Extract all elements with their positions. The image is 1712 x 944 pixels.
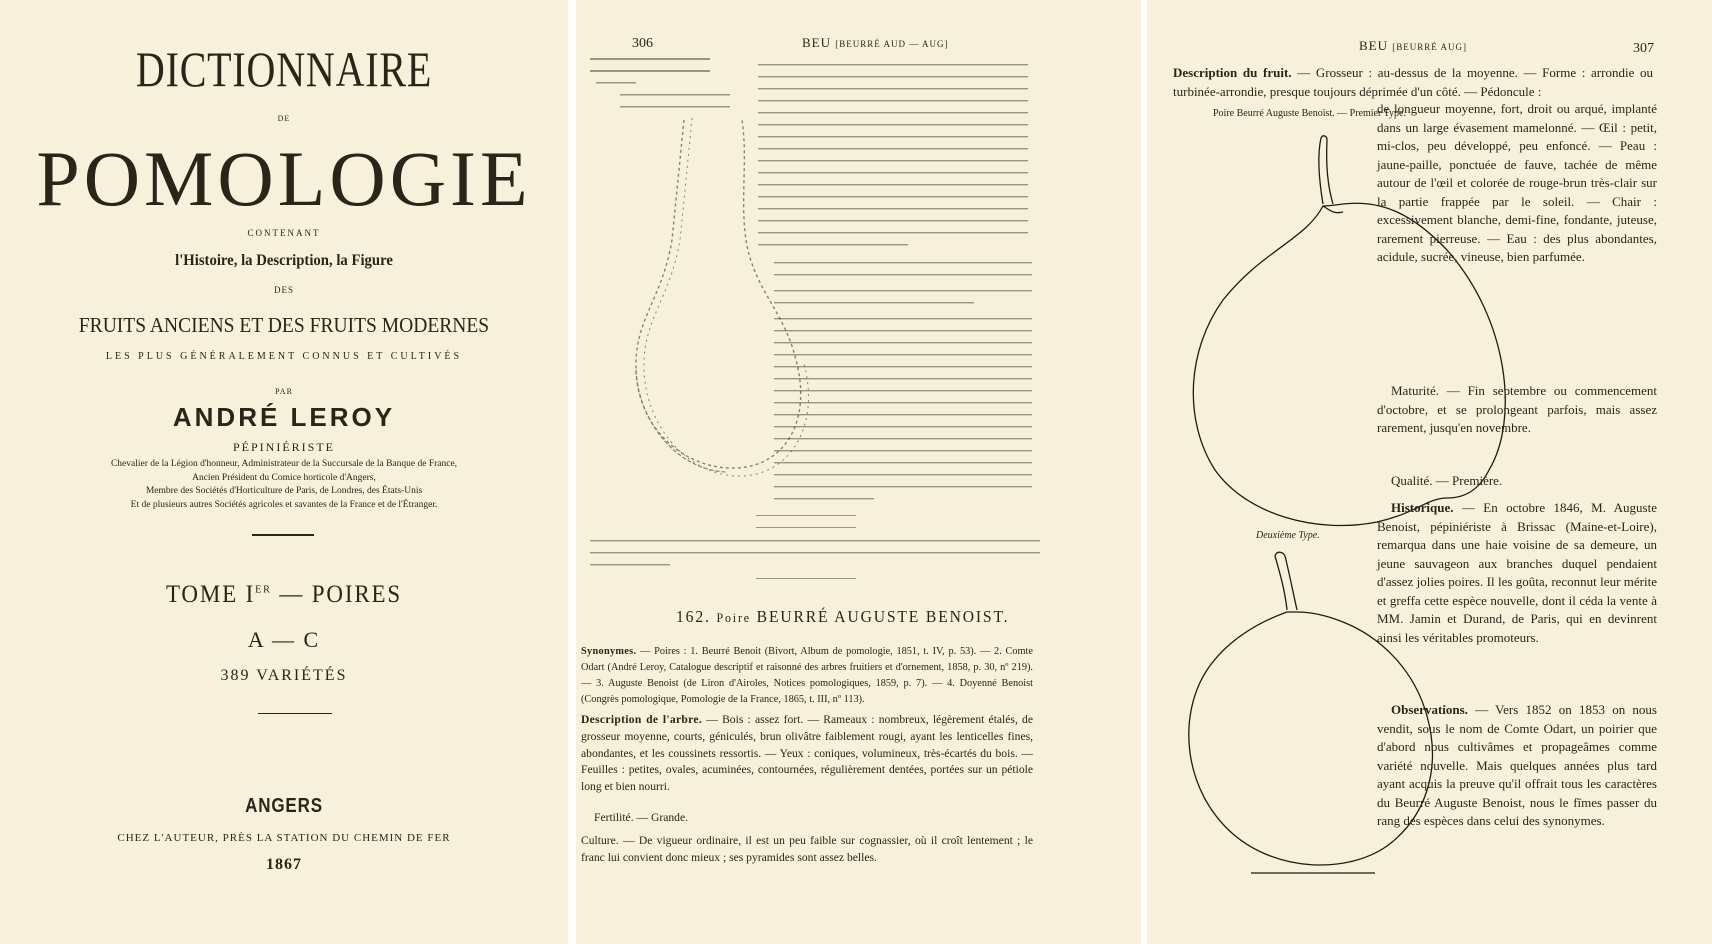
synonymes-label: Synonymes.: [581, 646, 637, 657]
entry-number: 162.: [676, 607, 711, 626]
synonymes-paragraph: [581, 644, 1033, 708]
arbre-paragraph: [581, 712, 1033, 796]
entry-name: BEURRÉ AUGUSTE BENOIST.: [756, 607, 1010, 626]
fruit-intro-text: — Grosseur : au-dessus de la moyenne. — Forme : arrondie ou turbinée-arrondie, presque toujours déprimée d'un côté. — Pédoncule :: [1173, 65, 1654, 99]
culture-paragraph: Culture. — De vigueur ordinaire, il est un peu faible sur cognassier, où il croît lentement ; le franc lui convient donc mieux ; ses pyramides sont assez belles.: [581, 834, 1033, 864]
author-profession: PÉPINIÉRISTE: [233, 440, 335, 454]
bleed-pear-outline: [636, 118, 809, 476]
credential-line: Chevalier de la Légion d'honneur, Administrateur de la Succursale de la Banque de France,: [110, 459, 458, 469]
fruit-label: Description du fruit.: [1173, 65, 1292, 80]
divider-rule: [258, 713, 332, 714]
observations-label: Observations.: [1391, 702, 1468, 717]
tome-subject: — POIRES: [271, 581, 403, 608]
book-subject: POMOLOGIE: [36, 135, 532, 222]
par-label: PAR: [275, 387, 293, 396]
title-de: DE: [277, 114, 291, 123]
gutter: [568, 0, 576, 944]
contenant-label: CONTENANT: [247, 228, 321, 238]
entry-heading: [676, 607, 1009, 627]
entry-poire-label: Poire: [716, 610, 751, 625]
running-head-word: BEU: [802, 35, 831, 50]
fruits-line: FRUITS ANCIENS ET DES FRUITS MODERNES: [78, 313, 490, 337]
des-label: DES: [273, 285, 294, 295]
author-name: ANDRÉ LEROY: [172, 402, 396, 432]
book-title: DICTIONNAIRE: [135, 41, 433, 97]
figure-caption-second: Deuxième Type.: [1256, 530, 1320, 541]
fruit-description-column: de longueur moyenne, fort, droit ou arqué, implanté dans un large évasement mamelonné. — Œil : petit, mi-clos, peu développé, peu enfoncé. — Peau : jaune-paille, ponctuée de fauve, tachée de même autour de l'œil et colorée de rouge-brun très-clair sur la partie frappée par le soleil. — Chair : excessivement blanche, demi-fine, fondante, juteuse, rarement pierreuse. — Eau : des plus abondantes, acidule, sucrée, vineuse, bien parfumée.: [1377, 101, 1657, 264]
generally-line: LES PLUS GÉNÉRALEMENT CONNUS ET CULTIVÉS: [105, 351, 463, 362]
publication-year: 1867: [266, 856, 302, 873]
historique-text: — En octobre 1846, M. Auguste Benoist, pépiniériste à Brissac (Maine-et-Loire), remarqua dans une haie voisine de sa demeure, un jeune sauvageon aux branches duquel pendaient d'assez jolies poires. Il les goûta, reconnut leur mérite et greffa cette espèce nouvelle, dont il céda la vente à MM. Jamin et Durand, de Paris, qui en devinrent ainsi les véritables promoteurs.: [1377, 500, 1657, 645]
tome-number: TOME I: [165, 581, 256, 608]
bleed-through: [576, 0, 1141, 944]
figure-caption-first: Poire Beurré Auguste Benoist. — Premier Type.: [1213, 108, 1406, 119]
arbre-text: — Bois : assez fort. — Rameaux : nombreux, légèrement étalés, de grosseur moyenne, courts, géniculés, brun olivâtre faiblement rougi, ayant les lenticelles fines, abondantes, et les coussinets ressortis. — Yeux : coniques, volumineux, très-écartés du bois. — Feuilles : petites, ovales, acuminées, contournées, régulièrement dentées, portées sur un pétiole long et bien nourri.: [581, 713, 1033, 794]
title-page: [0, 0, 568, 944]
running-head-range: [BEURRÉ AUD — AUG]: [835, 39, 949, 49]
page-307: [1147, 0, 1712, 944]
tome-line: [23, 581, 546, 609]
running-head-word: BEU: [1359, 38, 1388, 53]
credential-line: Membre des Sociétés d'Horticulture de Paris, de Londres, des États-Unis: [145, 486, 423, 496]
observations-text: — Vers 1852 on 1853 on nous vendit, sous le nom de Comte Odart, un poirier que d'abord nous cultivâmes et propageâmes comme variété nouvelle. Mais quelques années plus tard ayant acquis la preuve qu'il offrait tous les caractères du Beurré Auguste Benoist, nous le fîmes passer du rang des espèces dans celui des synonymes.: [1377, 702, 1657, 828]
divider-rule: [252, 534, 314, 536]
page-number: 307: [1633, 41, 1654, 56]
arbre-label: Description de l'arbre.: [581, 713, 703, 726]
publication-city: ANGERS: [245, 795, 323, 817]
observations-paragraph: [1377, 701, 1657, 831]
author-credentials: [0, 458, 568, 512]
page-306: [576, 0, 1141, 944]
running-head-range: [BEURRÉ AUG]: [1392, 42, 1467, 52]
fertilite-line: Fertilité. — Grande.: [594, 811, 689, 824]
historique-paragraph: [1377, 499, 1657, 647]
variety-count: 389 VARIÉTÉS: [220, 667, 348, 684]
publisher-line: CHEZ L'AUTEUR, PRÈS LA STATION DU CHEMIN DE FER: [117, 832, 451, 844]
history-line: l'Histoire, la Description, la Figure: [175, 252, 393, 269]
tome-superscript: ER: [255, 583, 272, 596]
synonymes-text: — Poires : 1. Beurré Benoit (Bivort, Album de pomologie, 1851, t. IV, p. 53). — 2. Comte Odart (André Leroy, Catalogue descriptif et raisonné des arbres fruitiers et d'ornement, 1858, p. 30, nº 219). — 3. Auguste Benoist (de Liron d'Airoles, Notices pomologiques, 1859, p. 7). — 4. Doyenné Benoist (Congrès pomologique, Pomologie de la France, 1865, t. III, nº 113).: [581, 646, 1033, 705]
credential-line: Et de plusieurs autres Sociétés agricoles et savantes de la France et de l'Étranger.: [130, 499, 438, 510]
letter-range: A — C: [247, 627, 321, 652]
historique-label: Historique.: [1391, 500, 1454, 515]
bleed-text-lines: [590, 58, 1040, 579]
qualite-line: Qualité. — Première.: [1391, 473, 1503, 488]
maturite-paragraph: Maturité. — Fin septembre ou commencement d'octobre, et se prolongeant parfois, mais assez rarement, jusqu'en novembre.: [1377, 383, 1657, 435]
page-number: 306: [632, 36, 653, 51]
credential-line: Ancien Président du Comice horticole d'Angers,: [192, 472, 376, 483]
